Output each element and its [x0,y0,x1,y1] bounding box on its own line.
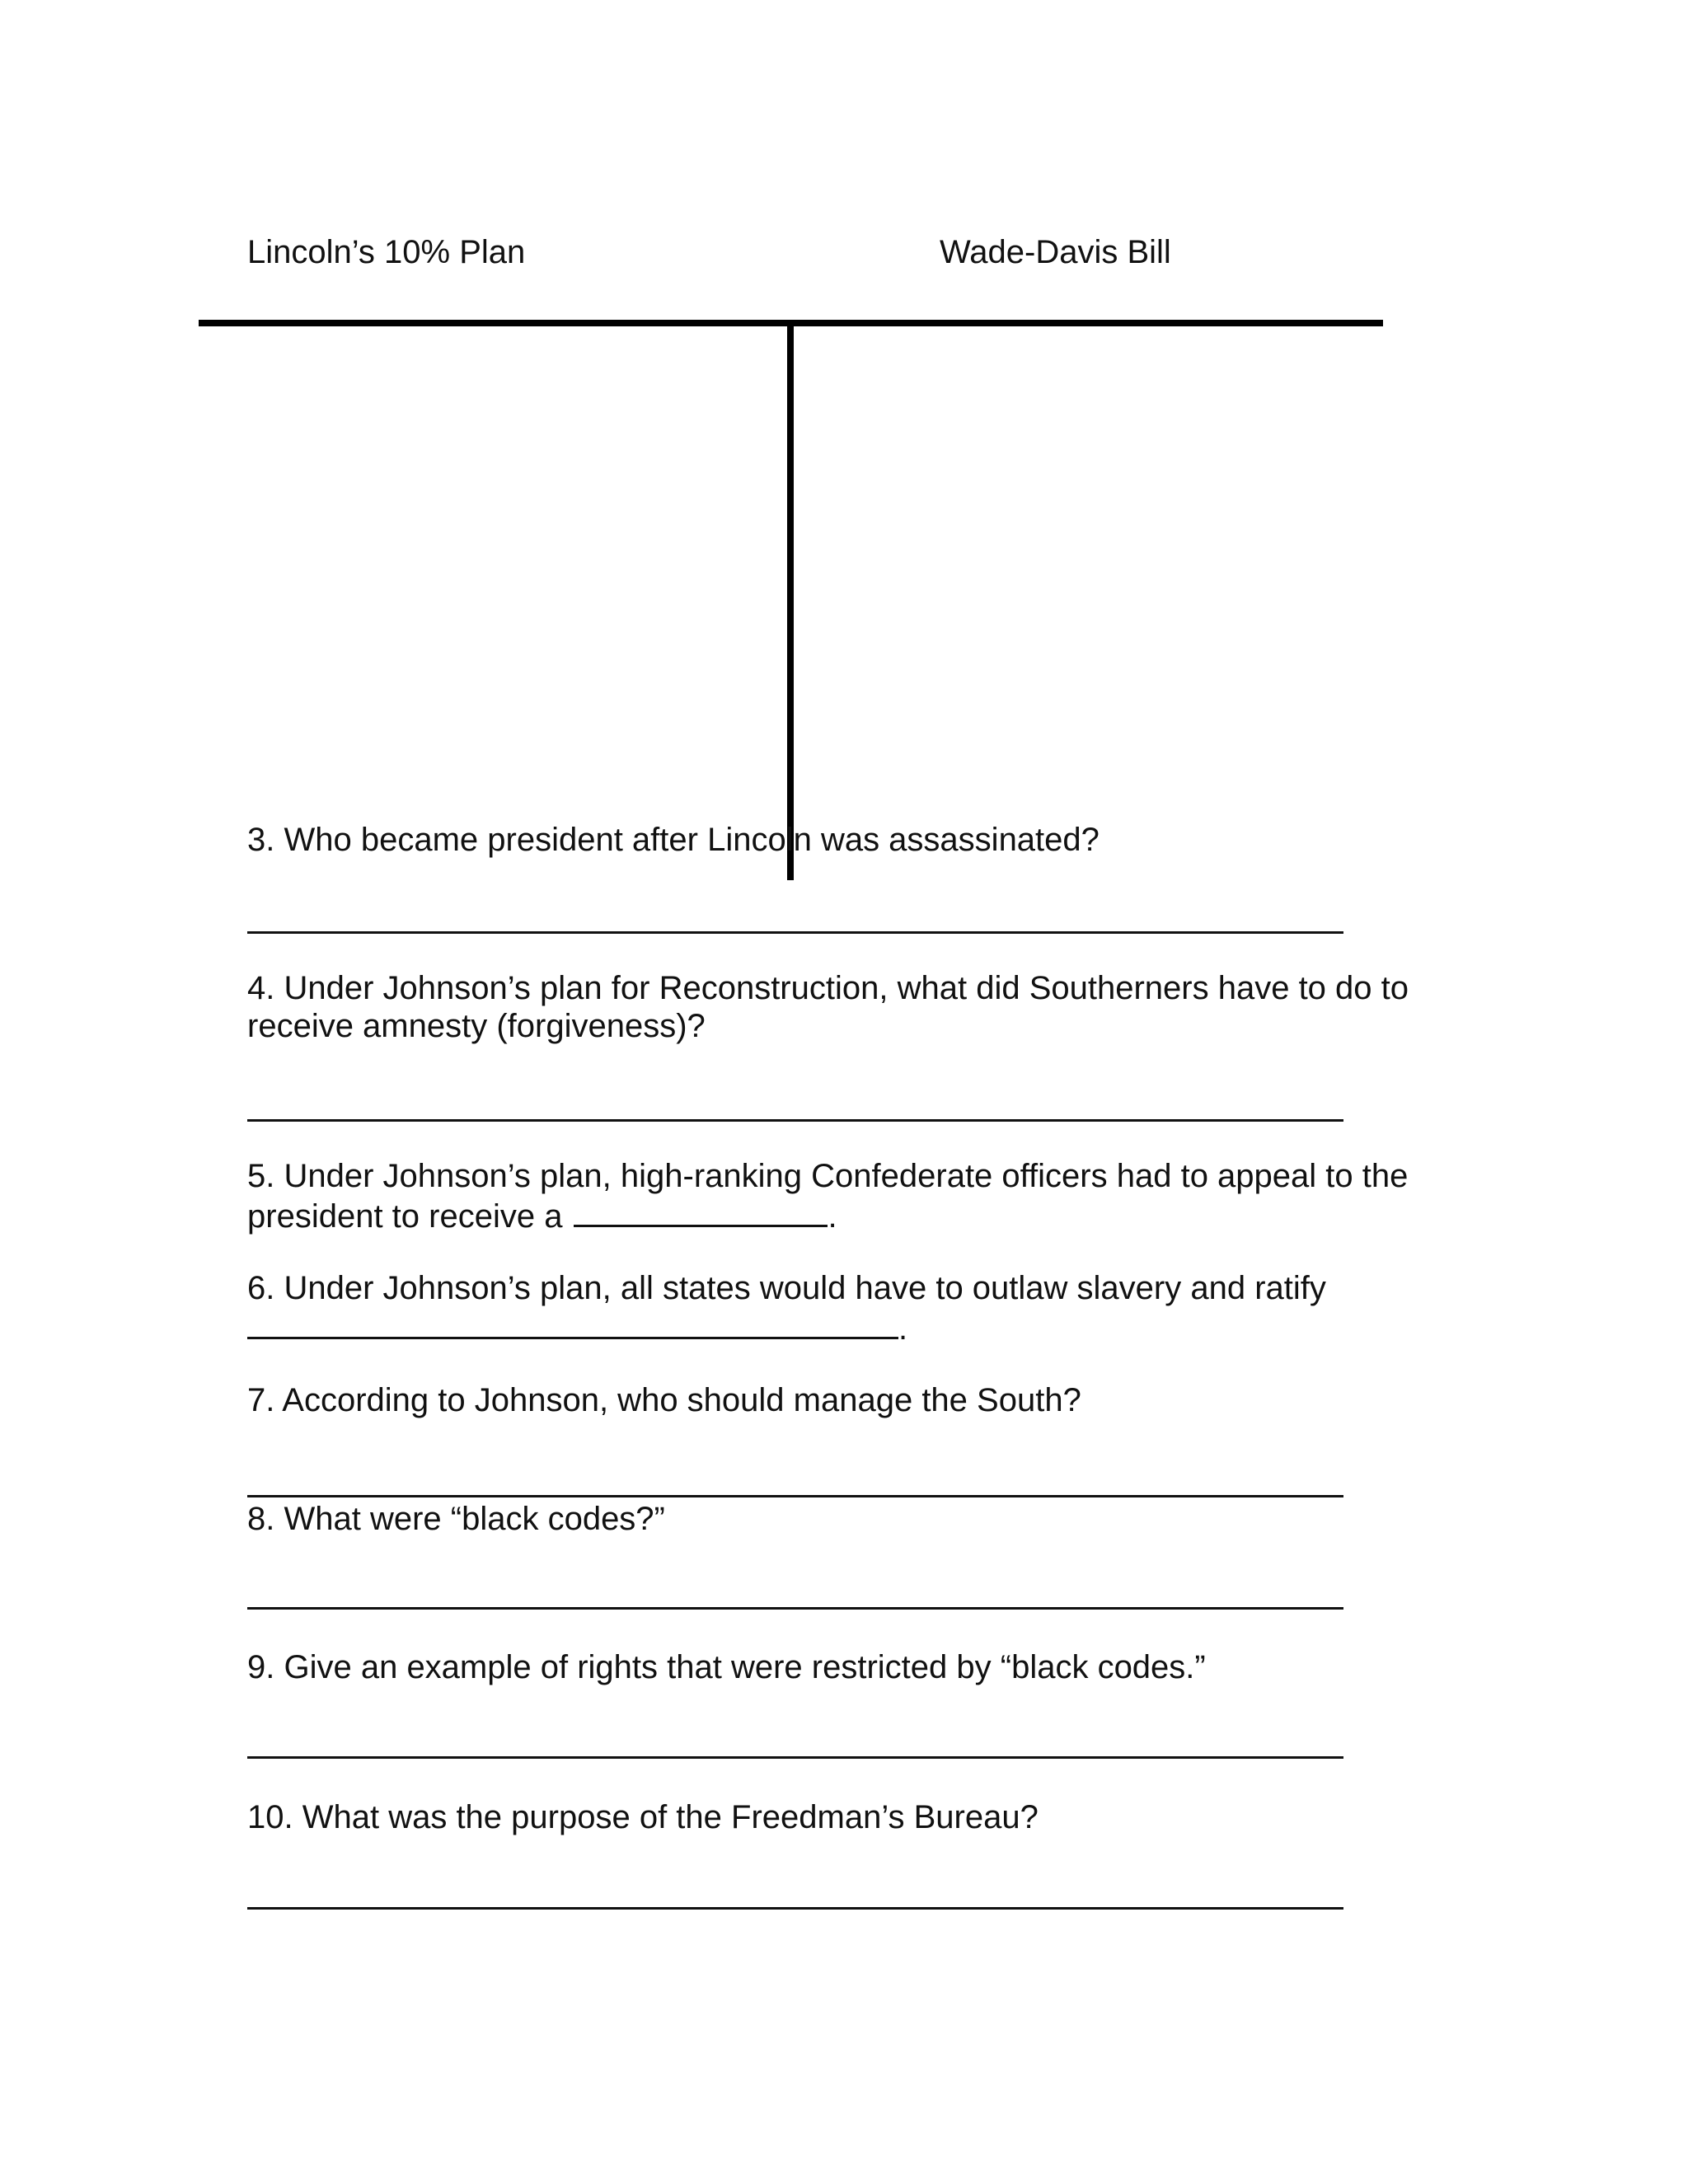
question-7-text: 7. According to Johnson, who should manage the South? [247,1382,1081,1418]
question-5-inline-blank[interactable] [574,1195,828,1227]
question-10-text: 10. What was the purpose of the Freedman’s Bureau? [247,1799,1039,1835]
question-6-inline-blank[interactable] [247,1307,898,1339]
answer-line-8[interactable] [247,1607,1343,1610]
question-9 [247,1648,1418,1686]
question-9-text: 9. Give an example of rights that were restricted by “black codes.” [247,1649,1206,1685]
question-3-text: 3. Who became president after Lincoln was assassinated? [247,822,1100,858]
answer-line-9[interactable] [247,1756,1343,1759]
tchart-vertical-divider [787,326,794,880]
question-4 [247,969,1418,1045]
question-6-text-line-2 [247,1307,1418,1347]
question-4-text-line-1: 4. Under Johnson’s plan for Reconstruction, what did Southerners have to do to [247,970,1409,1006]
question-6 [247,1269,1418,1347]
question-5-text-line-1: 5. Under Johnson’s plan, high-ranking Confederate officers had to appeal to the [247,1158,1409,1194]
question-8 [247,1500,1418,1538]
question-6-period: . [898,1310,908,1347]
question-7 [247,1381,1418,1419]
question-10 [247,1798,1418,1836]
question-6-text-line-1: 6. Under Johnson’s plan, all states would have to outlaw slavery and ratify [247,1270,1326,1306]
answer-line-7[interactable] [247,1495,1343,1497]
tchart-horizontal-divider [199,320,1383,326]
answer-line-10[interactable] [247,1907,1343,1910]
question-8-text: 8. What were “black codes?” [247,1501,665,1537]
question-5-text-line-2 [247,1195,1418,1235]
question-4-text-line-2: receive amnesty (forgiveness)? [247,1008,706,1044]
question-5-text-line-2-label: president to receive a [247,1198,563,1235]
tchart-right-heading: Wade-Davis Bill [940,234,1171,270]
question-5-period: . [828,1198,837,1235]
answer-line-4[interactable] [247,1119,1343,1122]
question-5 [247,1157,1418,1235]
question-3 [247,821,1418,859]
answer-line-3[interactable] [247,931,1343,934]
tchart-left-heading: Lincoln’s 10% Plan [247,234,526,270]
